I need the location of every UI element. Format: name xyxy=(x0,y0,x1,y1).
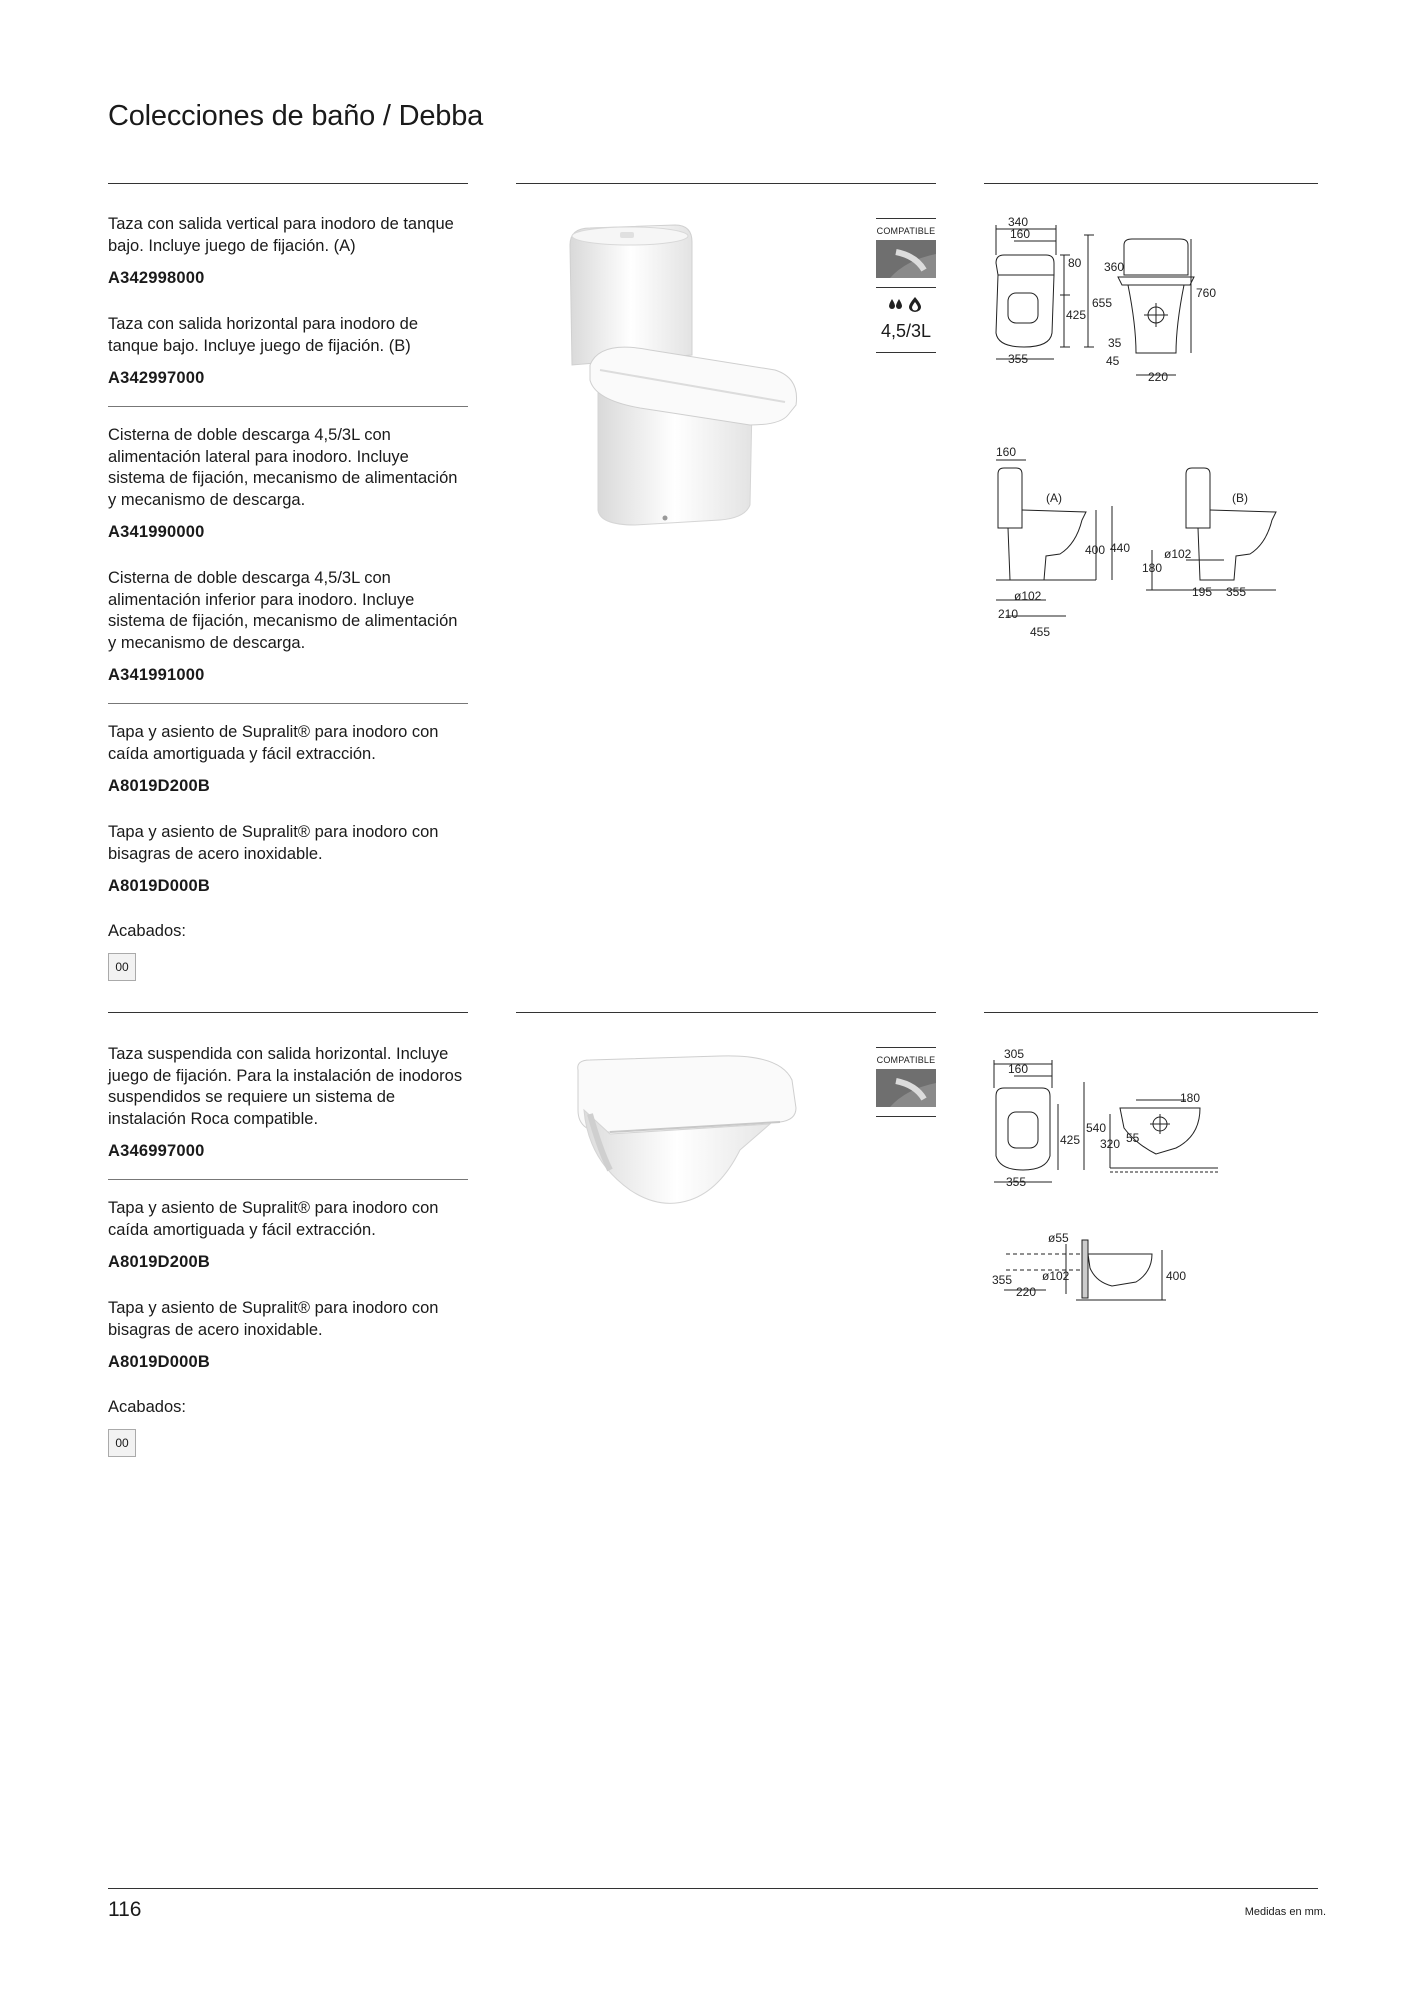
dim-label: 220 xyxy=(1016,1285,1037,1299)
dim-label: 160 xyxy=(1008,1062,1029,1076)
dim-label: 55 xyxy=(1126,1131,1140,1145)
dim-label: 425 xyxy=(1066,308,1087,322)
front-view xyxy=(1118,239,1194,375)
dimension-diagram-wall-hung xyxy=(986,1044,1236,1314)
product-item xyxy=(108,425,468,542)
product-code: A342997000 xyxy=(108,369,205,387)
dim-label: 220 xyxy=(1148,370,1169,384)
dim-label: 455 xyxy=(1030,625,1051,639)
footer-rule xyxy=(108,1888,1318,1889)
dim-label: 180 xyxy=(1180,1091,1201,1105)
dim-label: 35 xyxy=(1108,336,1122,350)
product-description: Cisterna de doble descarga 4,5/3L con alimentación inferior para inodoro. Incluye sistema de fijación, mecanismo de alimentación y mecanismo de descarga. xyxy=(108,569,458,652)
product-item xyxy=(108,722,468,796)
dim-label: 355 xyxy=(1226,585,1247,599)
dim-label: 180 xyxy=(1142,561,1163,575)
product-item xyxy=(108,1298,468,1372)
compatible-badge xyxy=(876,218,936,353)
product-item xyxy=(108,822,468,896)
product-description: Tapa y asiento de Supralit® para inodoro con caída amortiguada y fácil extracción. xyxy=(108,1199,439,1239)
finishes-label: Acabados: xyxy=(108,922,186,940)
dim-label: ø102 xyxy=(1042,1269,1070,1283)
dim-label: 760 xyxy=(1196,286,1217,300)
plan-view xyxy=(994,1060,1084,1182)
product-group xyxy=(108,722,468,896)
product-description: Tapa y asiento de Supralit® para inodoro con caída amortiguada y fácil extracción. xyxy=(108,723,439,763)
product-group xyxy=(108,1198,468,1372)
dim-label: 210 xyxy=(998,607,1019,621)
product-code: A8019D200B xyxy=(108,1253,210,1271)
product-code: A346997000 xyxy=(108,1142,205,1160)
install-system-icon xyxy=(876,240,936,278)
plan-view xyxy=(996,225,1094,359)
dim-label: 45 xyxy=(1106,354,1120,368)
badge-mid-rule xyxy=(876,287,936,288)
product-description: Taza suspendida con salida horizontal. Incluye juego de fijación. Para la instalación de inodoros suspendidos se requiere un sistema de instalación Roca compatible. xyxy=(108,1045,463,1128)
group-divider xyxy=(108,703,468,704)
product-group xyxy=(108,1044,468,1161)
badge-label: COMPATIBLE xyxy=(876,226,936,236)
dim-label: 540 xyxy=(1086,1121,1107,1135)
section1-image-rule xyxy=(516,183,936,184)
product-group xyxy=(108,425,468,685)
product-code: A8019D000B xyxy=(108,877,210,895)
page-title: Colecciones de baño / Debba xyxy=(108,100,484,132)
dim-label: 195 xyxy=(1192,585,1213,599)
product-code: A342998000 xyxy=(108,269,205,287)
finish-swatch: 00 xyxy=(108,953,136,981)
product-item xyxy=(108,568,468,685)
dim-label: 360 xyxy=(1104,260,1125,274)
dim-label: 355 xyxy=(1008,352,1029,366)
badge-bottom-rule xyxy=(876,1116,936,1117)
dim-label: (B) xyxy=(1232,491,1248,505)
product-description: Tapa y asiento de Supralit® para inodoro con bisagras de acero inoxidable. xyxy=(108,1299,439,1339)
badge-label: COMPATIBLE xyxy=(876,1055,936,1065)
product-item xyxy=(108,214,468,288)
dim-label: 160 xyxy=(996,445,1017,459)
dim-label: 305 xyxy=(1004,1047,1025,1061)
finishes-label: Acabados: xyxy=(108,1398,186,1416)
dim-label: 440 xyxy=(1110,541,1131,555)
dim-label: ø102 xyxy=(1164,547,1192,561)
section2-text-column xyxy=(108,1044,468,1457)
flush-volume-label: 4,5/3L xyxy=(880,321,932,341)
group-divider xyxy=(108,406,468,407)
dim-label: 340 xyxy=(1008,215,1029,229)
dim-label: 80 xyxy=(1068,256,1082,270)
product-item xyxy=(108,1198,468,1272)
section1-diagram-rule xyxy=(984,183,1318,184)
product-description: Tapa y asiento de Supralit® para inodoro con bisagras de acero inoxidable. xyxy=(108,823,439,863)
section1-text-column xyxy=(108,214,468,981)
group-divider xyxy=(108,1179,468,1180)
product-code: A8019D200B xyxy=(108,777,210,795)
dim-label: ø55 xyxy=(1048,1231,1069,1245)
dim-label: 355 xyxy=(992,1273,1013,1287)
finish-swatch: 00 xyxy=(108,1429,136,1457)
dim-label: 400 xyxy=(1166,1269,1187,1283)
dim-label: 160 xyxy=(1010,227,1031,241)
close-coupled-toilet-image xyxy=(560,220,810,550)
dim-label: 400 xyxy=(1085,543,1106,557)
section2-image-rule xyxy=(516,1012,936,1013)
product-description: Taza con salida vertical para inodoro de tanque bajo. Incluye juego de fijación. (A) xyxy=(108,215,454,255)
dual-flush-icon xyxy=(876,296,936,317)
section2-text-rule xyxy=(108,1012,468,1013)
section2-diagram-rule xyxy=(984,1012,1318,1013)
dim-label: 655 xyxy=(1092,296,1113,310)
dim-label: ø102 xyxy=(1014,589,1042,603)
install-system-icon xyxy=(876,1069,936,1107)
product-code: A341990000 xyxy=(108,523,205,541)
compatible-badge xyxy=(876,1047,936,1117)
side-view-b xyxy=(1146,468,1276,590)
product-item xyxy=(108,1044,468,1161)
dim-label: 320 xyxy=(1100,1137,1121,1151)
product-description: Cisterna de doble descarga 4,5/3L con alimentación lateral para inodoro. Incluye sistema de fijación, mecanismo de alimentación y mecanismo de descarga. xyxy=(108,426,458,509)
page-number: 116 xyxy=(108,1898,142,1921)
product-group xyxy=(108,214,468,388)
dim-label: 425 xyxy=(1060,1133,1081,1147)
product-code: A8019D000B xyxy=(108,1353,210,1371)
product-item xyxy=(108,314,468,388)
badge-bottom-rule xyxy=(876,352,936,353)
dim-label: 355 xyxy=(1006,1175,1027,1189)
units-note: Medidas en mm. xyxy=(1244,1906,1326,1918)
dim-label: (A) xyxy=(1046,491,1062,505)
wall-hung-toilet-image xyxy=(570,1050,810,1220)
dimension-diagram-side-views xyxy=(986,440,1286,640)
section1-text-rule xyxy=(108,183,468,184)
dimension-diagram-top-views xyxy=(986,215,1226,395)
product-code: A341991000 xyxy=(108,666,205,684)
product-description: Taza con salida horizontal para inodoro de tanque bajo. Incluye juego de fijación. (B) xyxy=(108,315,419,355)
